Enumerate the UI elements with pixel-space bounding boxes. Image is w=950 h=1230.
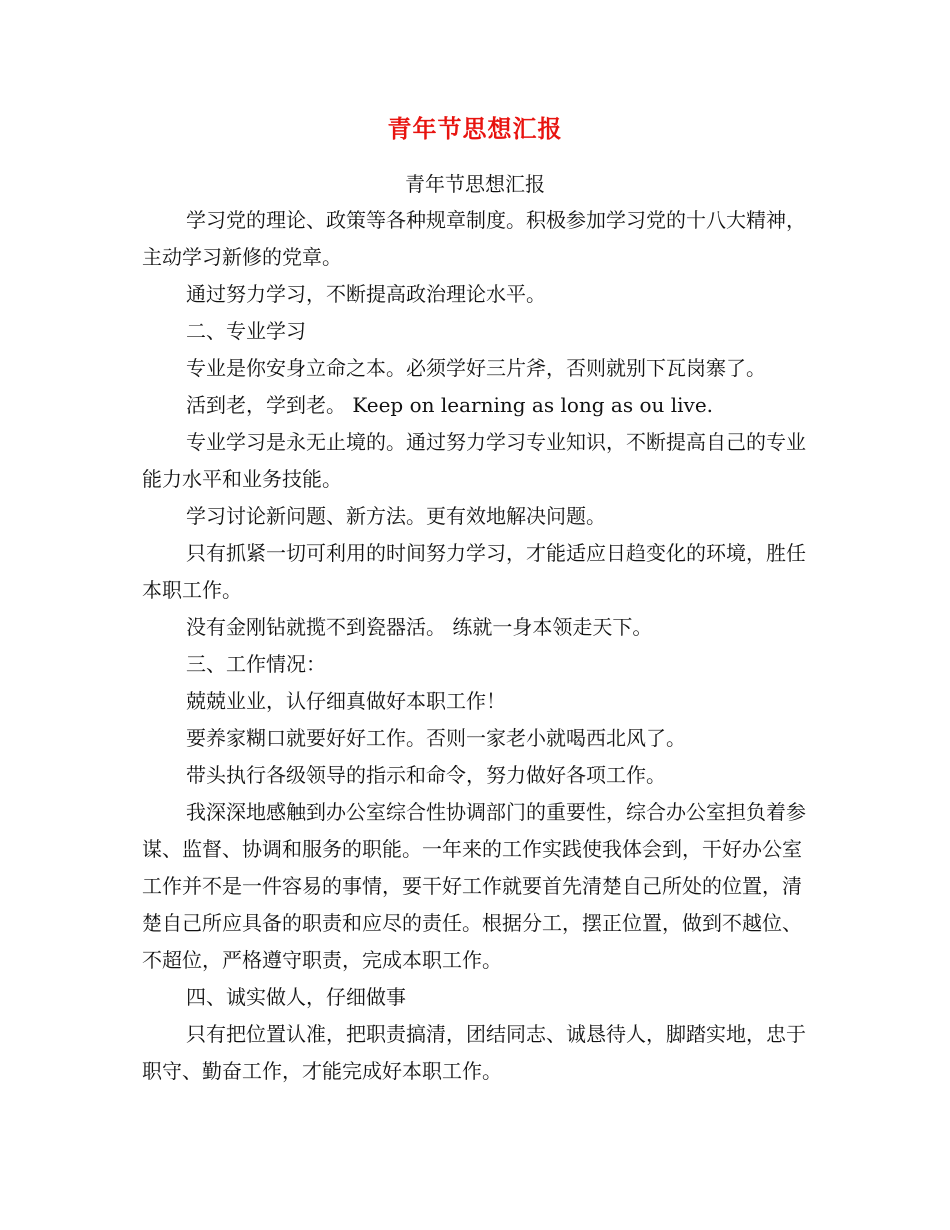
paragraph: 学习党的理论、政策等各种规章制度。积极参加学习党的十八大精神，主动学习新修的党章。 <box>142 208 806 269</box>
paragraph: 专业是你安身立命之本。必须学好三片斧，否则就别下瓦岗寨了。 <box>186 356 766 380</box>
document-subtitle: 青年节思想汇报 <box>405 172 545 196</box>
paragraph: 兢兢业业，认仔细真做好本职工作！ <box>186 689 506 713</box>
document-title: 青年节思想汇报 <box>387 114 563 143</box>
section-heading: 四、诚实做人，仔细做事 <box>186 985 406 1009</box>
section-heading: 三、工作情况： <box>186 652 326 676</box>
paragraph: 没有金刚钻就揽不到瓷器活。 练就一身本领走天下。 <box>186 615 653 639</box>
paragraph: 专业学习是永无止境的。通过努力学习专业知识，不断提高自己的专业能力水平和业务技能。 <box>142 430 806 491</box>
paragraph: 我深深地感触到办公室综合性协调部门的重要性，综合办公室担负着参谋、监督、协调和服务的职能。一年来的工作实践使我体会到，干好办公室工作并不是一件容易的事情，要干好工作就要首先清楚自己所处的位置，清楚自己所应具备的职责和应尽的责任。根据分工，摆正位置，做到不越位、不超位，严格遵守职责，完成本职工作。 <box>142 800 806 972</box>
paragraph: 只有把位置认准，把职责搞清，团结同志、诚恳待人，脚踏实地，忠于职守、勤奋工作，才能完成好本职工作。 <box>142 1022 806 1083</box>
section-heading: 二、专业学习 <box>186 319 306 343</box>
paragraph: 通过努力学习，不断提高政治理论水平。 <box>186 282 546 306</box>
paragraph: 学习讨论新问题、新方法。更有效地解决问题。 <box>186 504 606 528</box>
paragraph: 只有抓紧一切可利用的时间努力学习，才能适应日趋变化的环境，胜任本职工作。 <box>142 541 806 602</box>
paragraph: 要养家糊口就要好好工作。否则一家老小就喝西北风了。 <box>186 726 686 750</box>
paragraph: 带头执行各级领导的指示和命令，努力做好各项工作。 <box>186 763 666 787</box>
document-body <box>142 202 810 1090</box>
paragraph: 活到老，学到老。 Keep on learning as long as ou live. <box>186 393 714 417</box>
